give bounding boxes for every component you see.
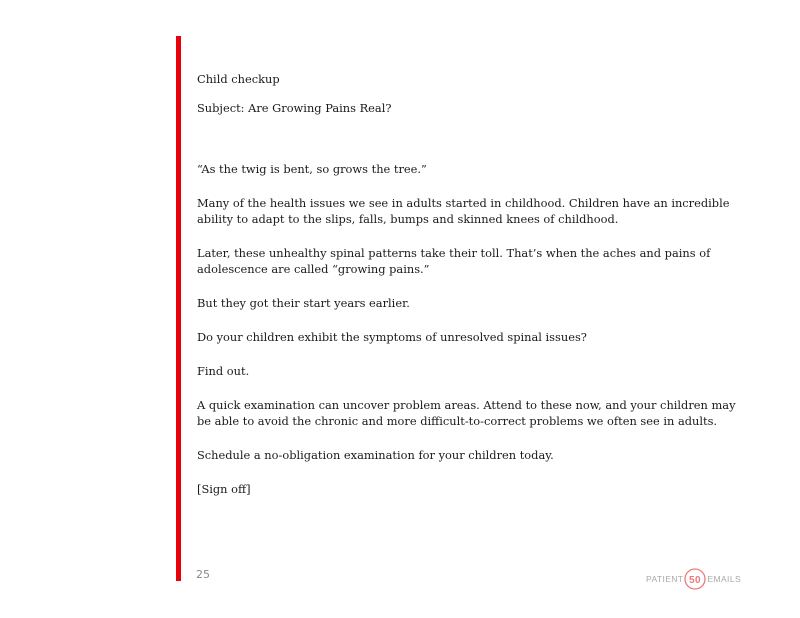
body-paragraph: Do your children exhibit the symptoms of unresolved spinal issues? <box>197 330 587 344</box>
brand-number: 50 <box>689 575 702 586</box>
red-margin-bar <box>176 36 181 581</box>
body-paragraph: Schedule a no-obligation examination for your children today. <box>197 448 554 462</box>
body-paragraph: Find out. <box>197 364 250 378</box>
brand-logo <box>646 568 741 590</box>
body-paragraph: Later, these unhealthy spinal patterns take their toll. That’s when the aches and pains of adolescence are called “growing pains.” <box>197 246 711 276</box>
header-line: Child checkup <box>197 72 280 86</box>
body-paragraph: A quick examination can uncover problem areas. Attend to these now, and your children may be able to avoid the chronic and more difficult-to-correct problems we often see in adults. <box>197 398 736 428</box>
body-paragraph: But they got their start years earlier. <box>197 296 410 310</box>
subject-line: Subject: Are Growing Pains Real? <box>197 101 392 115</box>
brand-word-left: PATIENT <box>646 574 684 584</box>
email-body <box>197 71 737 515</box>
body-paragraph: Many of the health issues we see in adults started in childhood. Children have an incredible ability to adapt to the slips, falls, bumps and skinned knees of childhood. <box>197 196 730 226</box>
sign-off: [Sign off] <box>197 482 251 496</box>
page-number: 25 <box>196 568 210 581</box>
brand-number-badge-icon <box>684 568 706 590</box>
quote-paragraph: “As the twig is bent, so grows the tree.” <box>197 162 427 176</box>
brand-word-right: EMAILS <box>707 574 742 584</box>
